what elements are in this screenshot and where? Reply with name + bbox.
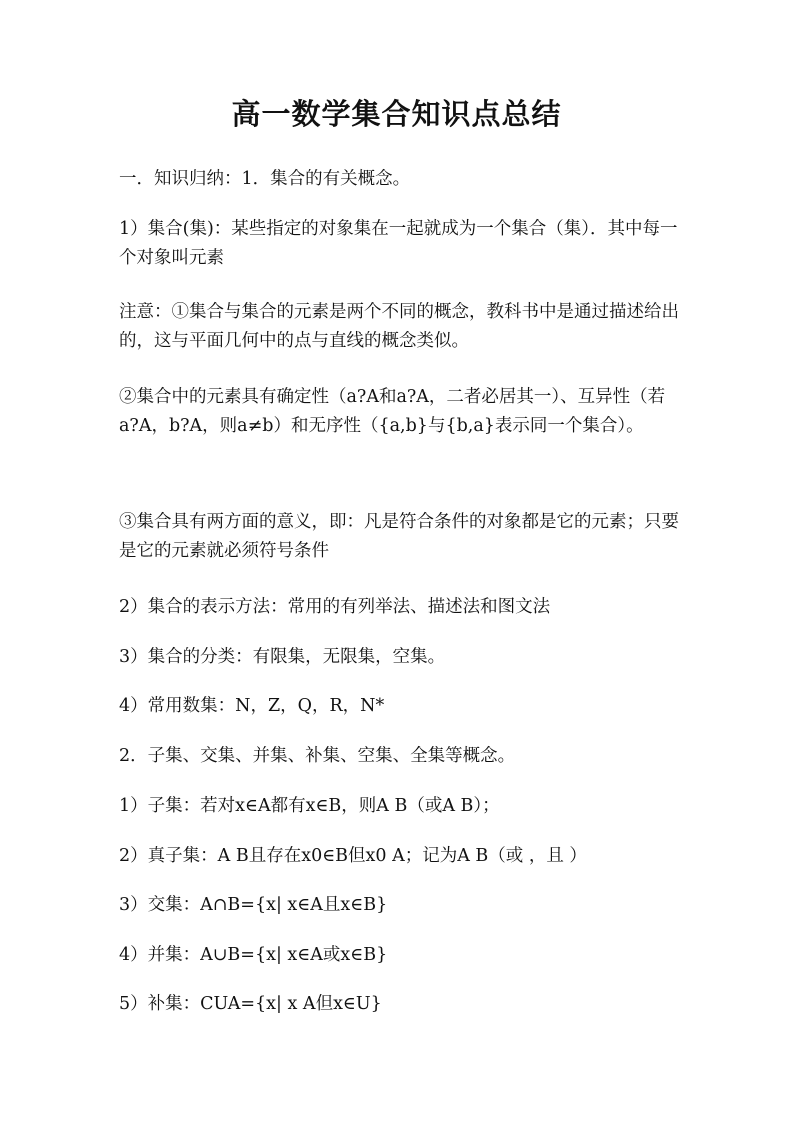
paragraph-note-3: ③集合具有两方面的意义，即：凡是符合条件的对象都是它的元素；只要是它的元素就必须符号条件 — [119, 512, 679, 561]
paragraph-proper-subset: 2）真子集：A B且存在x0∈B但x0 A；记为A B（或 ，且 ） — [119, 846, 587, 866]
paragraph-subset: 1）子集：若对x∈A都有x∈B，则A B（或A B）； — [119, 796, 500, 816]
paragraph-union: 4）并集：A∪B={x| x∈A或x∈B} — [119, 945, 388, 965]
paragraph-note-2: ②集合中的元素具有确定性（a?A和a?A，二者必居其一）、互异性（若a?A，b?A，则a≠b）和无序性（{a,b}与{b,a}表示同一个集合）。 — [119, 387, 666, 436]
paragraph-note-1: 注意：①集合与集合的元素是两个不同的概念，教科书中是通过描述给出的，这与平面几何中的点与直线的概念类似。 — [119, 302, 679, 351]
paragraph-intersection: 3）交集：A∩B={x| x∈A且x∈B} — [119, 895, 388, 915]
paragraph-set-definition: 1）集合(集)：某些指定的对象集在一起就成为一个集合（集）．其中每一个对象叫元素 — [119, 219, 678, 268]
paragraph-representation: 2）集合的表示方法：常用的有列举法、描述法和图文法 — [119, 597, 551, 617]
paragraph-number-sets: 4）常用数集：N，Z，Q，R，N* — [119, 696, 385, 716]
paragraph-classification: 3）集合的分类：有限集，无限集，空集。 — [119, 647, 446, 667]
page-title: 高一数学集合知识点总结 — [231, 97, 562, 131]
paragraph-intro: 一．知识归纳：1．集合的有关概念。 — [119, 169, 411, 189]
paragraph-concepts: 2．子集、交集、并集、补集、空集、全集等概念。 — [119, 746, 516, 766]
paragraph-complement: 5）补集：CUA={x| x A但x∈U} — [119, 994, 382, 1014]
